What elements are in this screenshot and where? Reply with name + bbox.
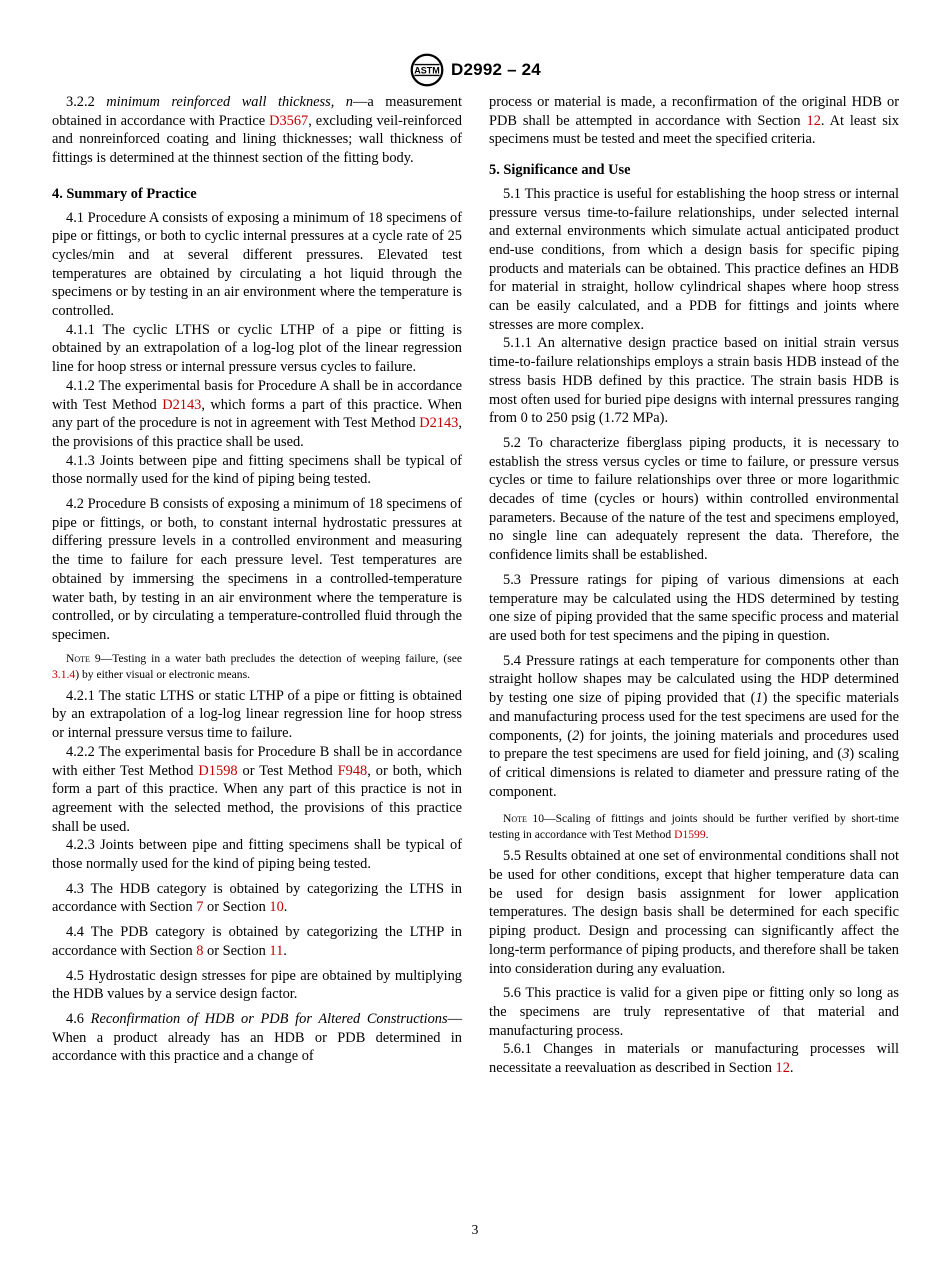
link-section-12[interactable]: 12 <box>806 112 821 129</box>
left-column <box>52 93 462 1066</box>
para-4-6-continued: process or material is made, a reconfirmation of the original HDB or PDB shall be attempted in accordance with Section 12. At least six specimens must be tested and meet the specified criteria. <box>489 94 900 148</box>
right-column <box>489 93 899 1078</box>
page-number: 3 <box>471 1222 479 1237</box>
para-5-1: 5.1 This practice is useful for establishing the hoop stress or internal pressure versus time-to-failure relationships, under selected internal and external environments which simulate actual anticipated product end-use conditions, from which a design basis for specific piping products and materials can be obtained. This practice defines an HDB for material in straight, hollow cylindrical shapes where hoop stress can be easily calculated, and a PDB for fittings and joints where stresses are more complex. <box>489 185 899 333</box>
section-heading-4: 4. Summary of Practice <box>52 185 197 202</box>
para-4-3: 4.3 The HDB category is obtained by categorizing the LTHS in accordance with Section 7 or Section 10. <box>52 880 462 916</box>
para-4-1-2: 4.1.2 The experimental basis for Procedure A shall be in accordance with Test Method D2143, which forms a part of this practice. When any part of the procedure is not in agreement with Test Method D2143, the provisions of this practice shall be used. <box>52 377 462 450</box>
link-d1599[interactable]: D1599 <box>674 828 706 842</box>
para-5-1-1: 5.1.1 An alternative design practice based on initial strain versus time-to-failure relationships employs a strain basis HDB instead of the stress basis HDB defined by this practice. The strain basis HDB is most often used for buried pipe designs with internal pressures ranging from 0 to 250 psig (1.72 MPa). <box>489 335 899 427</box>
para-4-6: 4.6 Reconfirmation of HDB or PDB for Altered Constructions—When a product already has an HDB or PDB determined in accordance with this practice and a change of <box>52 1010 462 1065</box>
note-10: Note 10—Scaling of fittings and joints should be further verified by short-time testing in accordance with Test Method D1599. <box>489 812 899 842</box>
para-4-2-1: 4.2.1 The static LTHS or static LTHP of a pipe or fitting is obtained by an extrapolation of a log-log linear regression line for hoop stress or internal pressure versus time to failure. <box>52 687 462 742</box>
para-3-2-2: 3.2.2 minimum reinforced wall thickness, n—a measurement obtained in accordance with Practice D3567, excluding veil-reinforced and nonreinforced coating and lining thicknesses; wall thickness of fittings is determined at the thinnest section of the fitting body. <box>52 94 462 167</box>
para-4-5: 4.5 Hydrostatic design stresses for pipe are obtained by multiplying the HDB values by a service design factor. <box>52 967 462 1003</box>
link-d2143[interactable]: D2143 <box>162 396 202 413</box>
link-d2143-2[interactable]: D2143 <box>419 415 459 432</box>
link-d1598[interactable]: D1598 <box>198 762 238 779</box>
document-number: D2992 – 24 <box>451 60 541 79</box>
para-5-6-1: 5.6.1 Changes in materials or manufacturing processes will necessitate a reevaluation as described in Section 12. <box>489 1041 899 1077</box>
para-4-2: 4.2 Procedure B consists of exposing a minimum of 18 specimens of pipe or fittings, or both, to constant internal hydrostatic pressures at differing pressure levels in a controlled environment and measuring the time to failure for each pressure level. Test temperatures are obtained by immersing the specimens in a controlled-temperature water bath, by testing in an air environment where the temperature is controlled, or by circulating a temperature-controlled fluid through the specimen. <box>52 496 462 643</box>
link-f948[interactable]: F948 <box>337 762 368 779</box>
para-4-1-1: 4.1.1 The cyclic LTHS or cyclic LTHP of a pipe or fitting is obtained by an extrapolation of a log-log plot of the linear regression line for hoop stress or internal pressure versus cycles to failure. <box>52 321 462 376</box>
link-3-1-4[interactable]: 3.1.4 <box>52 667 76 681</box>
para-5-5: 5.5 Results obtained at one set of environmental conditions shall not be used for other conditions, except that higher temperature data can be used for design basis assignment for lower application temperatures. The design basis shall be determined for each specific piping product. Design and processing can significantly affect the long-term performance of piping products, and therefore shall be taken into consideration during any evaluation. <box>489 848 899 977</box>
para-5-4: 5.4 Pressure ratings at each temperature for components other than straight hollow shapes may be calculated using the HDP determined by testing one size of piping provided that (1) the specific materials and manufacturing process used for the test specimens are used for the components, (2) for joints, the joining materials and procedures used to prepare the test specimens are used for field joining, and (3) scaling of critical dimensions is related to diameter and pressure rating of the component. <box>489 652 900 800</box>
svg-text:ASTM: ASTM <box>414 65 440 76</box>
para-5-6: 5.6 This practice is valid for a given pipe or fitting only so long as the specimens are truly representative of that material and manufacturing process. <box>489 985 899 1039</box>
link-section-8[interactable]: 8 <box>196 942 204 959</box>
para-5-2: 5.2 To characterize fiberglass piping products, it is necessary to establish the stress versus cycles or time to failure, or pressure versus cycles or time to failure relationships over three or more logarithmic decades of time (cycles or hours) within controlled environmental parameters. Because of the nature of the test and specimens employed, no single line can adequately represent the data. Therefore, the confidence limits shall be established. <box>489 434 899 564</box>
para-4-1: 4.1 Procedure A consists of exposing a minimum of 18 specimens of pipe or fittings, or both to cyclic internal pressures at a cycle rate of 25 cycles/min and at several different pressures. Elevated test temperatures are obtained by circulating a hot liquid through the specimens or by testing in an air environment where the temperature is controlled. <box>52 209 462 320</box>
para-4-2-3: 4.2.3 Joints between pipe and fitting specimens shall be typical of those normally used for the kind of piping being tested. <box>52 837 462 873</box>
para-4-1-3: 4.1.3 Joints between pipe and fitting specimens shall be typical of those normally used for the kind of piping being tested. <box>52 452 462 488</box>
section-heading-5: 5. Significance and Use <box>489 162 631 179</box>
para-5-3: 5.3 Pressure ratings for piping of various dimensions at each temperature may be calculated using the HDS determined by testing one size of piping provided that the same specific process and material are used both for test specimens and the piping in question. <box>489 571 899 644</box>
astm-logo-icon <box>409 52 445 88</box>
link-section-7[interactable]: 7 <box>196 899 204 916</box>
para-4-4: 4.4 The PDB category is obtained by categorizing the LTHP in accordance with Section 8 or Section 11. <box>52 924 462 959</box>
page-header <box>0 52 950 88</box>
note-9: Note 9—Testing in a water bath precludes the detection of weeping failure, (see 3.1.4) by either visual or electronic means. <box>52 651 462 681</box>
link-section-12-b[interactable]: 12 <box>775 1060 790 1077</box>
link-d3567[interactable]: D3567 <box>269 112 309 129</box>
para-4-2-2: 4.2.2 The experimental basis for Procedure B shall be in accordance with either Test Method D1598 or Test Method F948, or both, which form a part of this practice. When any part of this practice is not in agreement with the selected method, the provisions of this practice shall be used. <box>52 743 463 835</box>
link-section-11[interactable]: 11 <box>269 942 284 959</box>
link-section-10[interactable]: 10 <box>269 899 284 916</box>
